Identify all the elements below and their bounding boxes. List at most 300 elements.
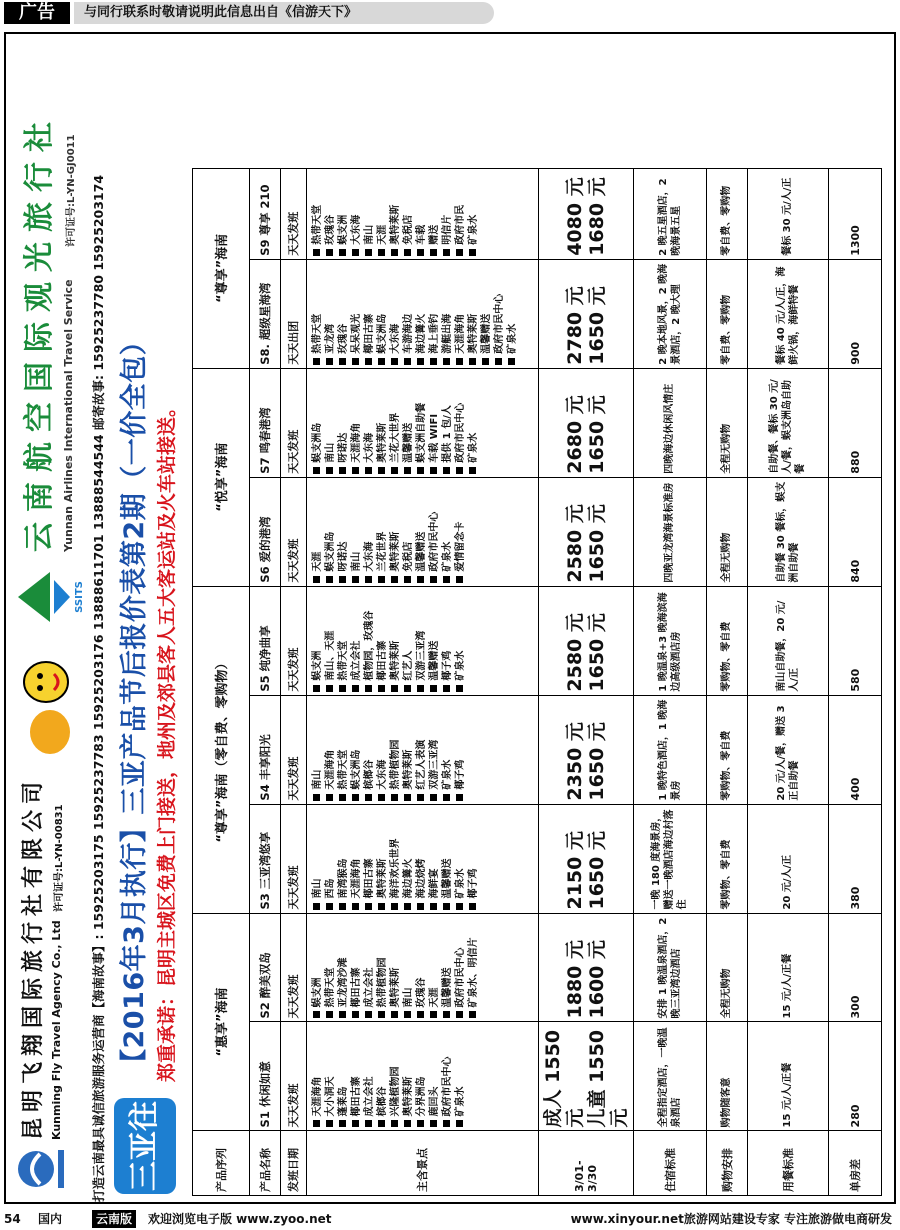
footer-site[interactable]: www.xinyour.net旅游网站建设专家 专注旅游做电商研发 [570,1212,892,1226]
bullet-icon [326,1120,333,1127]
sight-name: 大东海 [350,214,362,245]
bullet-icon [430,1011,437,1018]
sight-name: 温馨赠送 [441,858,453,899]
sight-item [428,590,441,692]
bullet-icon [352,794,359,801]
sight-item [324,172,337,256]
sight-name: 矿泉水 [441,759,453,790]
bullet-icon [339,576,346,583]
sight-item [415,172,428,256]
sight-name: 矿泉水 [467,214,479,245]
sights-cell [306,368,538,477]
shopping-arrangement: 零购物、零自费 [706,586,747,695]
sight-item [363,263,376,365]
sight-item [402,481,415,583]
sights-cell [306,477,538,586]
bullet-icon [326,576,333,583]
row-label-route: 产品序列 [193,1131,250,1196]
single-supplement: 400 [829,695,882,804]
meal-standard: 15 元/人/正餐 [747,1022,828,1131]
price-cell [539,1022,634,1131]
sight-item [389,590,402,692]
sight-item [441,917,454,1019]
hotel-standard: 四晚海边休闲风情庄 [633,368,706,477]
bullet-icon [443,358,450,365]
shopping-arrangement: 购物随客意 [706,1022,747,1131]
sight-name: 成立会社 [350,640,362,681]
sight-name: 矿泉水 [441,541,453,572]
bullet-icon [339,249,346,256]
sight-item [363,808,376,910]
sight-name: 南山、天涯 [324,630,336,681]
bullet-icon [391,467,398,474]
sight-item [376,263,389,365]
sight-item [467,372,480,474]
bullet-icon [482,358,489,365]
bullet-icon [508,358,515,365]
child-price: 1650 元 [585,613,608,692]
sight-name: 海上垂钓 [428,313,440,354]
bullet-icon [430,903,437,910]
sight-item [363,172,376,256]
sight-item [311,1025,324,1127]
depart-date: 天天发班 [280,477,306,586]
sight-item [337,699,350,801]
sight-name: 兴隆植物园 [389,1066,401,1117]
sight-item [311,263,324,365]
hotel-standard: 安排 1 晚温泉酒店，2 晚三亚湾边酒店 [633,913,706,1022]
adult-price: 4080 元 [563,177,586,256]
depart-date: 天天出团 [280,259,306,368]
sight-name: 免税店 [402,214,414,245]
sight-item [402,590,415,692]
shopping-arrangement: 全程无购物 [706,368,747,477]
bullet-icon [326,794,333,801]
bullet-icon [352,358,359,365]
bullet-icon [352,249,359,256]
sight-name: 亚龙湾 [324,323,336,354]
sight-name: 奥特莱斯 [389,640,401,681]
sight-name: 成立会社 [363,967,375,1008]
shopping-arrangement: 全程无购物 [706,477,747,586]
bullet-icon [326,685,333,692]
sight-item [454,917,467,1019]
sight-item [350,172,363,256]
price-cell [539,695,634,804]
bullet-icon [404,1120,411,1127]
company1-name: 昆明飞翔国际旅行社有限公司 [21,775,46,1140]
sight-name: 奥特莱斯 [402,749,414,790]
sight-item [363,481,376,583]
sight-item [389,808,402,910]
company2-name: 云南航空国际观光旅行社 [22,112,57,552]
company1-license: 许可证号:L-YN-00831 [54,804,65,912]
bullet-icon [430,794,437,801]
sight-item [363,699,376,801]
section-label: 国内 [38,1212,63,1226]
bullet-icon [404,358,411,365]
rotated-page [0,28,900,1208]
sight-item [454,372,467,474]
sight-item [441,1025,454,1127]
sight-item [441,699,454,801]
sight-item [337,172,350,256]
sight-name: 矿泉水 [467,432,479,463]
sight-name: 椰子鸡 [454,759,466,790]
sight-name: 玫瑰谷 [337,323,349,354]
sight-name: 双游三亚湾 [428,739,440,790]
sight-name: 政府市民 [454,204,466,245]
sight-name: 热带天堂 [311,204,323,245]
sight-item [311,808,324,910]
bullet-icon [378,903,385,910]
sight-name: 呆呆观光 [350,313,362,354]
bullet-icon [443,794,450,801]
bullet-icon [404,794,411,801]
sight-name: 爱情留念卡 [454,521,466,572]
sight-name: 天涯海角 [350,422,362,463]
sight-name: 玫瑰谷 [324,214,336,245]
price-cell [539,804,634,913]
product-name: S3 三亚湾悠享 [249,804,280,913]
sight-item [324,808,337,910]
bullet-icon [378,358,385,365]
ebook-link[interactable]: 欢迎浏览电子版 www.zyoo.net [148,1212,332,1226]
sight-name: 奥特莱斯 [389,967,401,1008]
sight-name: 矿泉水、明信片 [467,937,479,1008]
adult-price: 2350 元 [563,722,586,801]
adult-price: 2780 元 [563,286,586,365]
single-supplement: 300 [829,913,882,1022]
single-supplement: 380 [829,804,882,913]
sight-item [428,808,441,910]
bullet-icon [417,576,424,583]
sight-item [350,263,363,365]
bullet-icon [430,685,437,692]
bullet-icon [339,903,346,910]
meal-standard: 自助餐、餐标 30 元/人/餐，蜈支洲岛自助餐 [747,368,828,477]
sight-item [402,808,415,910]
sight-item [467,172,480,256]
bullet-icon [404,1011,411,1018]
bullet-icon [313,1120,320,1127]
sight-name: 海边篝火 [415,313,427,354]
sights-cell [306,1022,538,1131]
sight-name: 红艺人表演 [415,739,427,790]
sight-name: 蜈支洲岛 [376,313,388,354]
bullet-icon [456,1120,463,1127]
side-margin [192,40,882,160]
bullet-icon [430,358,437,365]
sight-item [493,263,506,365]
sight-name: 蜈支洲自助餐 [415,402,427,463]
bullet-icon [391,249,398,256]
sight-name: 政府市民中心 [454,947,466,1008]
bullet-icon [417,903,424,910]
sight-name: 椰田古寨 [376,640,388,681]
sight-name: 植物园，玫瑰谷 [363,610,375,681]
sight-item [402,172,415,256]
sight-name: 海洋欢乐世界 [389,838,401,899]
sight-name: 天涯海角 [454,313,466,354]
sight-item [389,263,402,365]
bullet-icon [469,358,476,365]
bullet-icon [339,1120,346,1127]
sight-item [441,481,454,583]
bullet-icon [313,1011,320,1018]
sight-name: 海边篝火 [402,858,414,899]
sight-name: 椰田古寨 [350,967,362,1008]
bullet-icon [391,1011,398,1018]
product-name: S8. 超级星海湾 [249,259,280,368]
sight-item [428,481,441,583]
price-cell [539,259,634,368]
sight-item [402,372,415,474]
main-title: 【2016年3月执行】三亚产品节后报价表第2期（一价全包） [119,327,150,1076]
sight-name: 南山 [324,442,336,463]
shopping-row [706,169,747,1196]
sight-name: 政府市民中心 [428,511,440,572]
meal-standard: 20 元/人/正 [747,804,828,913]
sight-item [428,263,441,365]
child-price: 1680 元 [585,177,608,256]
bullet-icon [365,249,372,256]
sight-item [350,808,363,910]
company2-license: 许可证号:L-YN-GJ0011 [66,134,77,247]
company2-code: SSITS [74,581,85,613]
bullet-icon [430,467,437,474]
sight-item [506,263,519,365]
shopping-arrangement: 零自费、零购物 [706,259,747,368]
sight-name: 南山 [311,878,323,899]
sight-item [441,590,454,692]
price-cell [539,913,634,1022]
sight-item [337,372,350,474]
bullet-icon [352,1011,359,1018]
adult-price: 2580 元 [563,504,586,583]
row-label-depart: 发班日期 [280,1131,306,1196]
sight-name: 奥特莱斯 [389,204,401,245]
sight-name: 椰子鸡 [441,650,453,681]
bullet-icon [313,903,320,910]
bullet-icon [313,249,320,256]
sight-item [376,481,389,583]
sight-item [402,1025,415,1127]
adult-price: 成人 1550 元 [541,1029,586,1128]
sight-name: 热带天堂 [311,313,323,354]
sight-name: 温馨赠送 [441,967,453,1008]
bullet-icon [391,358,398,365]
sight-name: 矿泉水 [454,868,466,899]
sight-item [441,372,454,474]
child-price: 儿童 1550 元 [585,1029,630,1128]
bullet-icon [391,794,398,801]
category-header: “惠享”海南 [193,913,250,1131]
sight-item [324,590,337,692]
bullet-icon [352,685,359,692]
company2-logo [10,562,88,632]
sight-name: 政府市民中心 [493,293,505,354]
row-label-price: 3/01-3/30 [539,1131,634,1196]
sight-name: 免税店 [402,541,414,572]
sight-name: 大小洞天 [324,1076,336,1117]
hotel-standard: 2 晚五星酒店，2 晚海景五星 [633,169,706,260]
meal-standard: 自助餐 30 餐标，蜈支洲自助餐 [747,477,828,586]
sight-item [376,372,389,474]
sight-name: 亚龙湾沙滩 [337,957,349,1008]
sight-item [376,699,389,801]
child-price: 1650 元 [585,286,608,365]
sights-cell [306,695,538,804]
bullet-icon [339,358,346,365]
product-name-row [249,169,280,1196]
sight-item [350,917,363,1019]
sight-item [311,699,324,801]
bullet-icon [456,467,463,474]
shopping-arrangement: 全程无购物 [706,913,747,1022]
bullet-icon [443,576,450,583]
child-price: 1650 元 [585,504,608,583]
sight-name: 鹿回头 [428,1086,440,1117]
sight-item [311,590,324,692]
sight-name: 蜈支洲 [337,214,349,245]
product-name: S2 醉美双岛 [249,913,280,1022]
sight-item [402,917,415,1019]
bullet-icon [326,903,333,910]
sight-item [415,481,428,583]
depart-date: 天天发班 [280,913,306,1022]
meal-standard: 餐标 30 元/人/正 [747,169,828,260]
child-price: 1650 元 [585,395,608,474]
bullet-icon [391,685,398,692]
bullet-icon [456,358,463,365]
bullet-icon [417,358,424,365]
hotel-standard: 一晚 180 度海景房，赠送一晚酒店海边村落住 [633,804,706,913]
sight-name: 奥特莱斯 [376,422,388,463]
sight-name: 奥特莱斯 [376,858,388,899]
bullet-icon [404,467,411,474]
sanya-badge: 三亚往返 [114,1098,176,1194]
adult-price: 2680 元 [563,395,586,474]
bullet-icon [313,685,320,692]
single-supplement: 280 [829,1022,882,1131]
shopping-arrangement: 零自费、零购物 [706,169,747,260]
sight-item [376,917,389,1019]
depart-date: 天天发班 [280,586,306,695]
bullet-icon [378,685,385,692]
sight-name: 奥特莱斯 [402,1076,414,1117]
bullet-icon [365,794,372,801]
child-price: 1650 元 [585,831,608,910]
sight-name: 南山 [311,769,323,790]
brand-bar [6,34,90,1202]
company2-english: Yunnan Airlines International Travel Service [62,279,75,552]
bullet-icon [352,1120,359,1127]
bullet-icon [378,794,385,801]
sight-name: 南山 [402,987,414,1008]
price-row [539,169,634,1196]
sight-name: 西岛 [324,878,336,899]
sight-item [454,172,467,256]
bullet-icon [443,685,450,692]
sight-name: 海鲜宴 [428,868,440,899]
bullet-icon [469,903,476,910]
bullet-icon [456,249,463,256]
sight-name: 蜈支洲 [311,650,323,681]
depart-row [280,169,306,1196]
hotel-standard: 四晚亚龙湾海景标准房 [633,477,706,586]
bullet-icon [365,903,372,910]
bullet-icon [443,249,450,256]
sights-cell [306,586,538,695]
sight-name: 热带天堂 [337,749,349,790]
meals-row [747,169,828,1196]
sight-item [389,1025,402,1127]
sight-name: 明信片 [441,214,453,245]
hotel-row [633,169,706,1196]
category-row [193,169,250,1196]
meal-standard: 20 元/人/餐，赠送 3 正自助餐 [747,695,828,804]
sight-name: 天涯 [428,987,440,1008]
bullet-icon [365,685,372,692]
row-label-sights: 主含景点 [306,1131,538,1196]
bullet-icon [365,1120,372,1127]
sight-item [428,699,441,801]
bullet-icon [495,358,502,365]
sight-item [350,1025,363,1127]
sight-name: 兰花世界 [376,531,388,572]
bullet-icon [417,1011,424,1018]
hotel-standard: 1 晚温泉+3 晚海滨海边高级酒店房 [633,586,706,695]
sight-name: 椰田古寨 [363,313,375,354]
sight-item [428,917,441,1019]
sights-cell [306,804,538,913]
sight-item [402,699,415,801]
sight-item [337,808,350,910]
sight-item [415,1025,428,1127]
sight-item [324,263,337,365]
row-label-meals: 用餐标准 [747,1131,828,1196]
product-name: S5 纯净曲享 [249,586,280,695]
sight-name: 蜈支洲岛 [350,749,362,790]
product-name: S1 休闲如意 [249,1022,280,1131]
sight-name: 蜈支洲 [311,977,323,1008]
sight-item [350,590,363,692]
adult-price: 2580 元 [563,613,586,692]
bullet-icon [456,576,463,583]
bullet-icon [352,576,359,583]
bullet-icon [417,685,424,692]
bullet-icon [378,1120,385,1127]
category-header: “尊享”海南 [193,169,250,369]
mascot-logo [10,652,88,762]
sight-name: 矿泉水 [454,650,466,681]
bullet-icon [417,467,424,474]
sight-item [415,372,428,474]
bullet-icon [443,467,450,474]
sight-name: 大东海 [363,541,375,572]
sight-item [311,172,324,256]
bullet-icon [469,249,476,256]
sight-item [454,590,467,692]
sight-item [376,1025,389,1127]
sight-name: 天涯海角 [311,1076,323,1117]
page-number: 54 [4,1212,21,1226]
depart-date: 天天发班 [280,169,306,260]
bullet-icon [378,576,385,583]
sight-name: 呀诺达 [337,541,349,572]
sight-item [324,481,337,583]
